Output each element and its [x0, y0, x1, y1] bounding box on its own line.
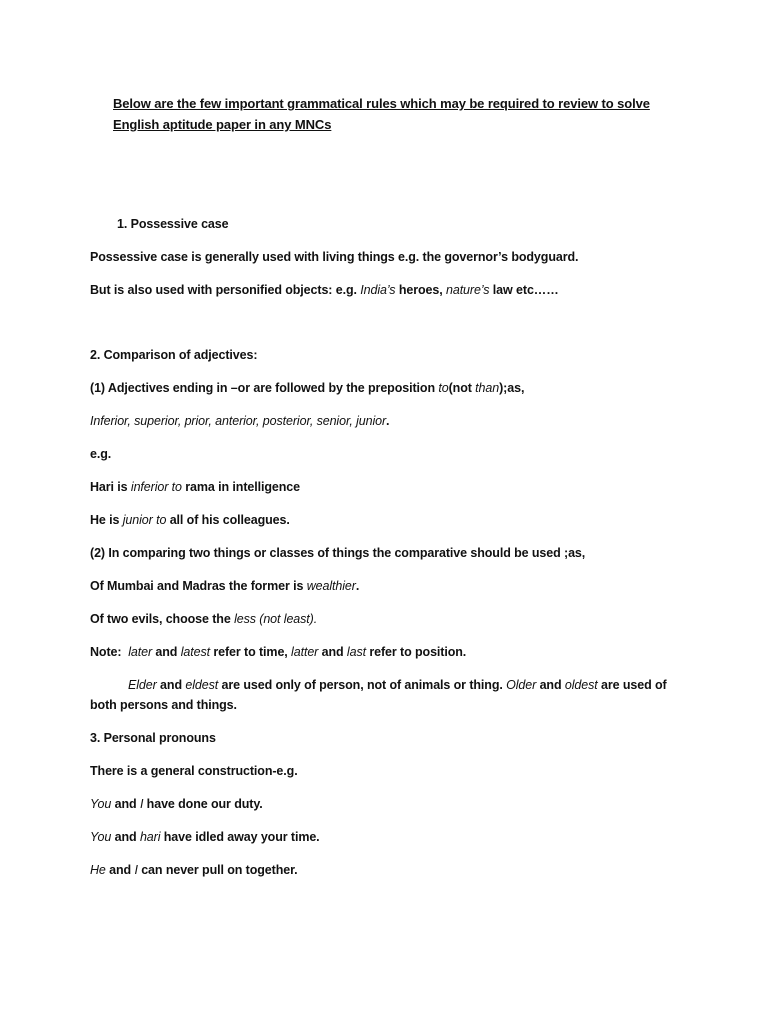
italic-term: wealthier: [306, 579, 356, 593]
text-span: are used only of person, not of animals or thing.: [218, 678, 507, 692]
text-span: Hari is: [90, 480, 131, 494]
section-heading-possessive-case: 1. Possessive case: [117, 217, 229, 231]
eg-label: e.g.: [90, 447, 112, 461]
italic-term: than: [475, 381, 500, 395]
italic-term: inferior to: [130, 480, 182, 494]
text-span: have idled away your time.: [160, 830, 320, 844]
italic-term: You: [90, 830, 112, 844]
text-span: law etc……: [489, 283, 559, 297]
text-span: But is also used with personified objects: e.g.: [90, 283, 361, 297]
text-span: (not: [448, 381, 476, 395]
text-span: (1) Adjectives ending in –or are followed by the preposition: [90, 381, 439, 395]
example-4: [90, 611, 317, 627]
italic-term: Inferior, superior, prior, anterior, posterior, senior, junior: [90, 414, 387, 428]
italic-term: He: [90, 863, 106, 877]
italic-term: to: [438, 381, 449, 395]
possessive-paragraph-2: [90, 282, 559, 298]
pronoun-example-3: [90, 862, 298, 878]
text-span: Of Mumbai and Madras the former is: [90, 579, 307, 593]
text-span: refer to position.: [365, 645, 467, 659]
italic-term: latter: [291, 645, 319, 659]
example-2: [90, 512, 290, 528]
text-span: );as,: [499, 381, 525, 395]
text-span: and: [105, 863, 135, 877]
section-heading-comparison-of-adjectives: 2. Comparison of adjectives:: [90, 348, 258, 362]
text-span: all of his colleagues.: [166, 513, 290, 527]
text-span: heroes,: [395, 283, 446, 297]
italic-term: India’s: [360, 283, 396, 297]
text-span: .: [386, 414, 390, 428]
possessive-paragraph-1: Possessive case is generally used with living things e.g. the governor’s bodyguard.: [90, 250, 579, 264]
rule-1: [90, 380, 524, 396]
example-1: [90, 479, 300, 495]
text-span: refer to time,: [209, 645, 292, 659]
italic-term: later: [128, 645, 153, 659]
text-span: He is: [90, 513, 123, 527]
italic-term: nature’s: [445, 283, 490, 297]
text-span: and: [156, 678, 186, 692]
section-heading-personal-pronouns: 3. Personal pronouns: [90, 731, 216, 745]
text-span: can never pull on together.: [137, 863, 298, 877]
text-span: are used of: [597, 678, 667, 692]
italic-term: I: [134, 863, 138, 877]
pronoun-example-2: [90, 829, 320, 845]
italic-term: I: [139, 797, 144, 811]
text-span: .: [355, 579, 360, 593]
italic-term: last: [346, 645, 366, 659]
text-span: rama in intelligence: [181, 480, 300, 494]
document-title-line-1: Below are the few important grammatical rules which may be required to review to solve: [113, 96, 650, 111]
italic-term: junior to: [122, 513, 167, 527]
italic-term: You: [90, 797, 112, 811]
note-line-3: both persons and things.: [90, 698, 237, 712]
text-span: and: [152, 645, 181, 659]
document-title-line-2: English aptitude paper in any MNCs: [113, 117, 332, 132]
text-span: Of two evils, choose the: [90, 612, 235, 626]
italic-term: latest: [180, 645, 210, 659]
note-line: [90, 644, 466, 660]
rule-2: (2) In comparing two things or classes of things the comparative should be used ;as,: [90, 546, 586, 560]
text-span: and: [111, 797, 140, 811]
text-span: and: [318, 645, 347, 659]
note-line-2: [128, 677, 667, 693]
italic-term: Elder: [128, 678, 157, 692]
example-3: [90, 578, 359, 594]
pronoun-example-1: [90, 796, 263, 812]
italic-term: eldest: [185, 678, 219, 692]
text-span: have done our duty.: [143, 797, 263, 811]
pronoun-intro: There is a general construction-e.g.: [90, 764, 298, 778]
italic-term: Older: [506, 678, 537, 692]
text-span: and: [111, 830, 140, 844]
italic-term: hari: [139, 830, 161, 844]
italic-term: less (not least).: [234, 612, 318, 626]
italic-term: oldest: [564, 678, 598, 692]
note-label: Note:: [90, 645, 122, 659]
adjective-list: [90, 413, 389, 429]
text-span: and: [536, 678, 565, 692]
